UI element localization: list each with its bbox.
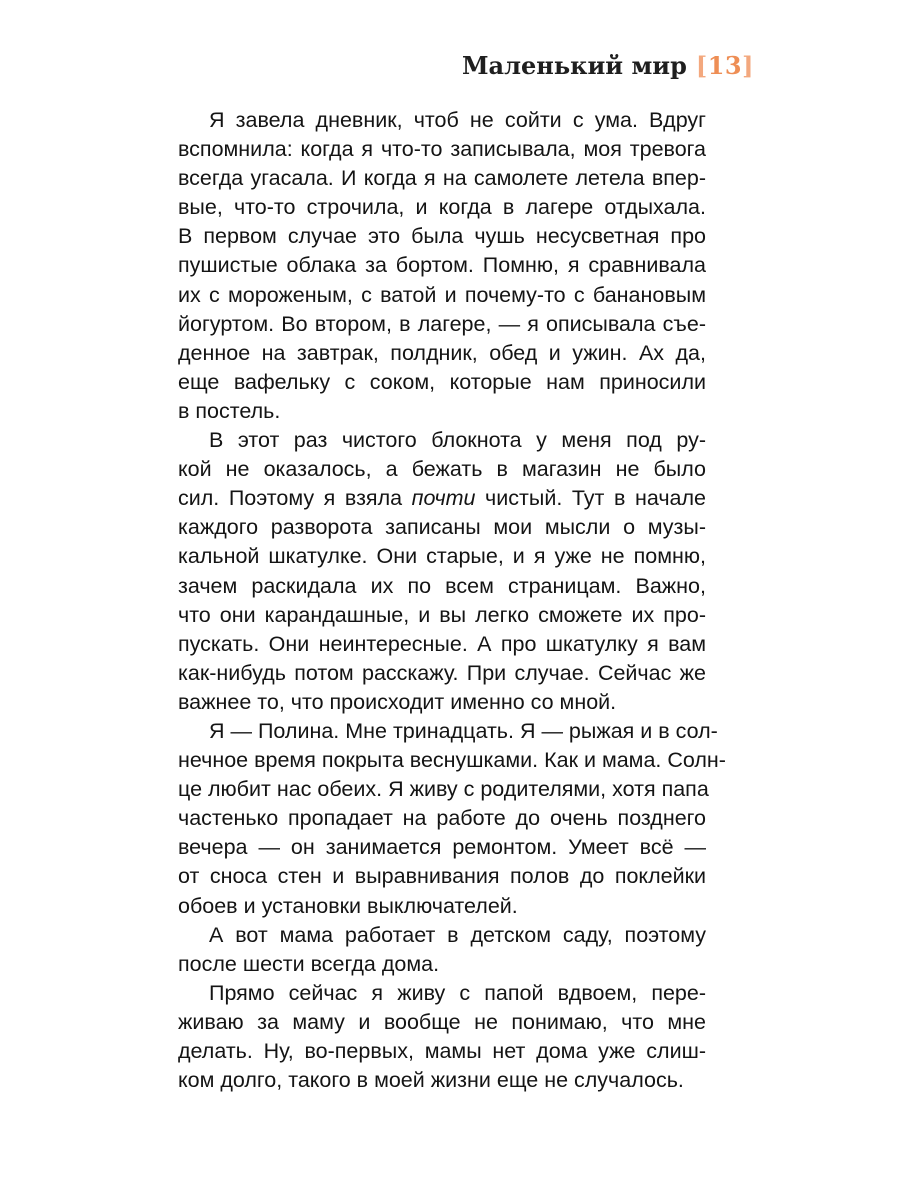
text-line: зачем раскидала их по всем страницам. Важно, [178, 573, 706, 598]
text-line: что они карандашные, и вы легко сможете их про- [178, 602, 706, 627]
text-line: кой не оказалось, а бежать в магазин не было [178, 457, 706, 482]
text-line: денное на завтрак, полдник, обед и ужин. Ах да, [178, 340, 706, 365]
paragraph [178, 106, 706, 426]
text-line: В этот раз чистого блокнота у меня под ру- [209, 428, 706, 453]
text-line: частенько пропадает на работе до очень позднего [178, 806, 706, 831]
text-line: А вот мама работает в детском саду, поэтому [209, 922, 706, 947]
text-line: В первом случае это была чушь несусветная про [178, 224, 706, 249]
text-line: от сноса стен и выравнивания полов до поклейки [178, 864, 706, 889]
running-head [462, 52, 754, 80]
text-line: живаю за маму и вообще не понимаю, что мне [178, 1009, 706, 1034]
text-line: вечера — он занимается ремонтом. Умеет всё — [178, 835, 706, 860]
text-line: ком долго, такого в моей жизни еще не случалось. [178, 1068, 684, 1093]
text-line: их с мороженым, с ватой и почему-то с банановым [178, 282, 706, 307]
text-line: еще вафельку с соком, которые нам приносили [178, 369, 706, 394]
text-line: вые, что-то строчила, и когда в лагере отдыхала. [178, 195, 706, 220]
text-line: нечное время покрыта веснушками. Как и мама. Солн- [178, 748, 726, 773]
text-line: как-нибудь потом расскажу. При случае. Сейчас же [178, 660, 706, 685]
paragraph [178, 717, 726, 921]
text-line: всегда угасала. И когда я на самолете летела впер- [178, 166, 706, 191]
page-number: 13 [707, 51, 743, 80]
text-line: пускать. Они неинтересные. А про шкатулку я вам [178, 631, 706, 656]
text-line: сил. Поэтому я взяла почти чистый. Тут в начале [178, 486, 706, 511]
text-line: делать. Ну, во-первых, мамы нет дома уже слиш- [178, 1039, 706, 1063]
text-line: йогуртом. Во втором, в лагере, — я описывала съе- [178, 311, 706, 336]
text-line: вспомнила: когда я что-то записывала, моя тревога [178, 137, 706, 162]
text-line: це любит нас обеих. Я живу с родителями, хотя папа [178, 777, 709, 802]
text-line: Прямо сейчас я живу с папой вдвоем, пере- [209, 980, 706, 1005]
book-title: Маленький мир [461, 51, 687, 80]
italic-text: почти [411, 486, 476, 511]
paragraph [178, 979, 706, 1095]
text-line: важнее то, что происходит именно со мной. [178, 689, 617, 714]
text-line: Я — Полина. Мне тринадцать. Я — рыжая и в сол- [209, 718, 718, 743]
text-block [178, 106, 726, 1095]
page-number-label [696, 51, 754, 80]
text-line: после шести всегда дома. [178, 951, 440, 976]
text-line: в постель. [178, 398, 281, 423]
paragraph [178, 426, 706, 717]
text-line: обоев и установки выключателей. [178, 893, 518, 918]
text-line: пушистые облака за бортом. Помню, я сравнивала [178, 253, 706, 278]
text-line: кальной шкатулке. Они старые, и я уже не помню, [178, 544, 706, 569]
page-number-bracket-open: [ [695, 51, 708, 80]
text-line: каждого разворота записаны мои мысли о музы- [178, 515, 706, 540]
paragraph [178, 921, 706, 979]
text-line: Я завела дневник, чтоб не сойти с ума. Вдруг [209, 108, 706, 132]
page-number-bracket-close: ] [742, 51, 754, 80]
